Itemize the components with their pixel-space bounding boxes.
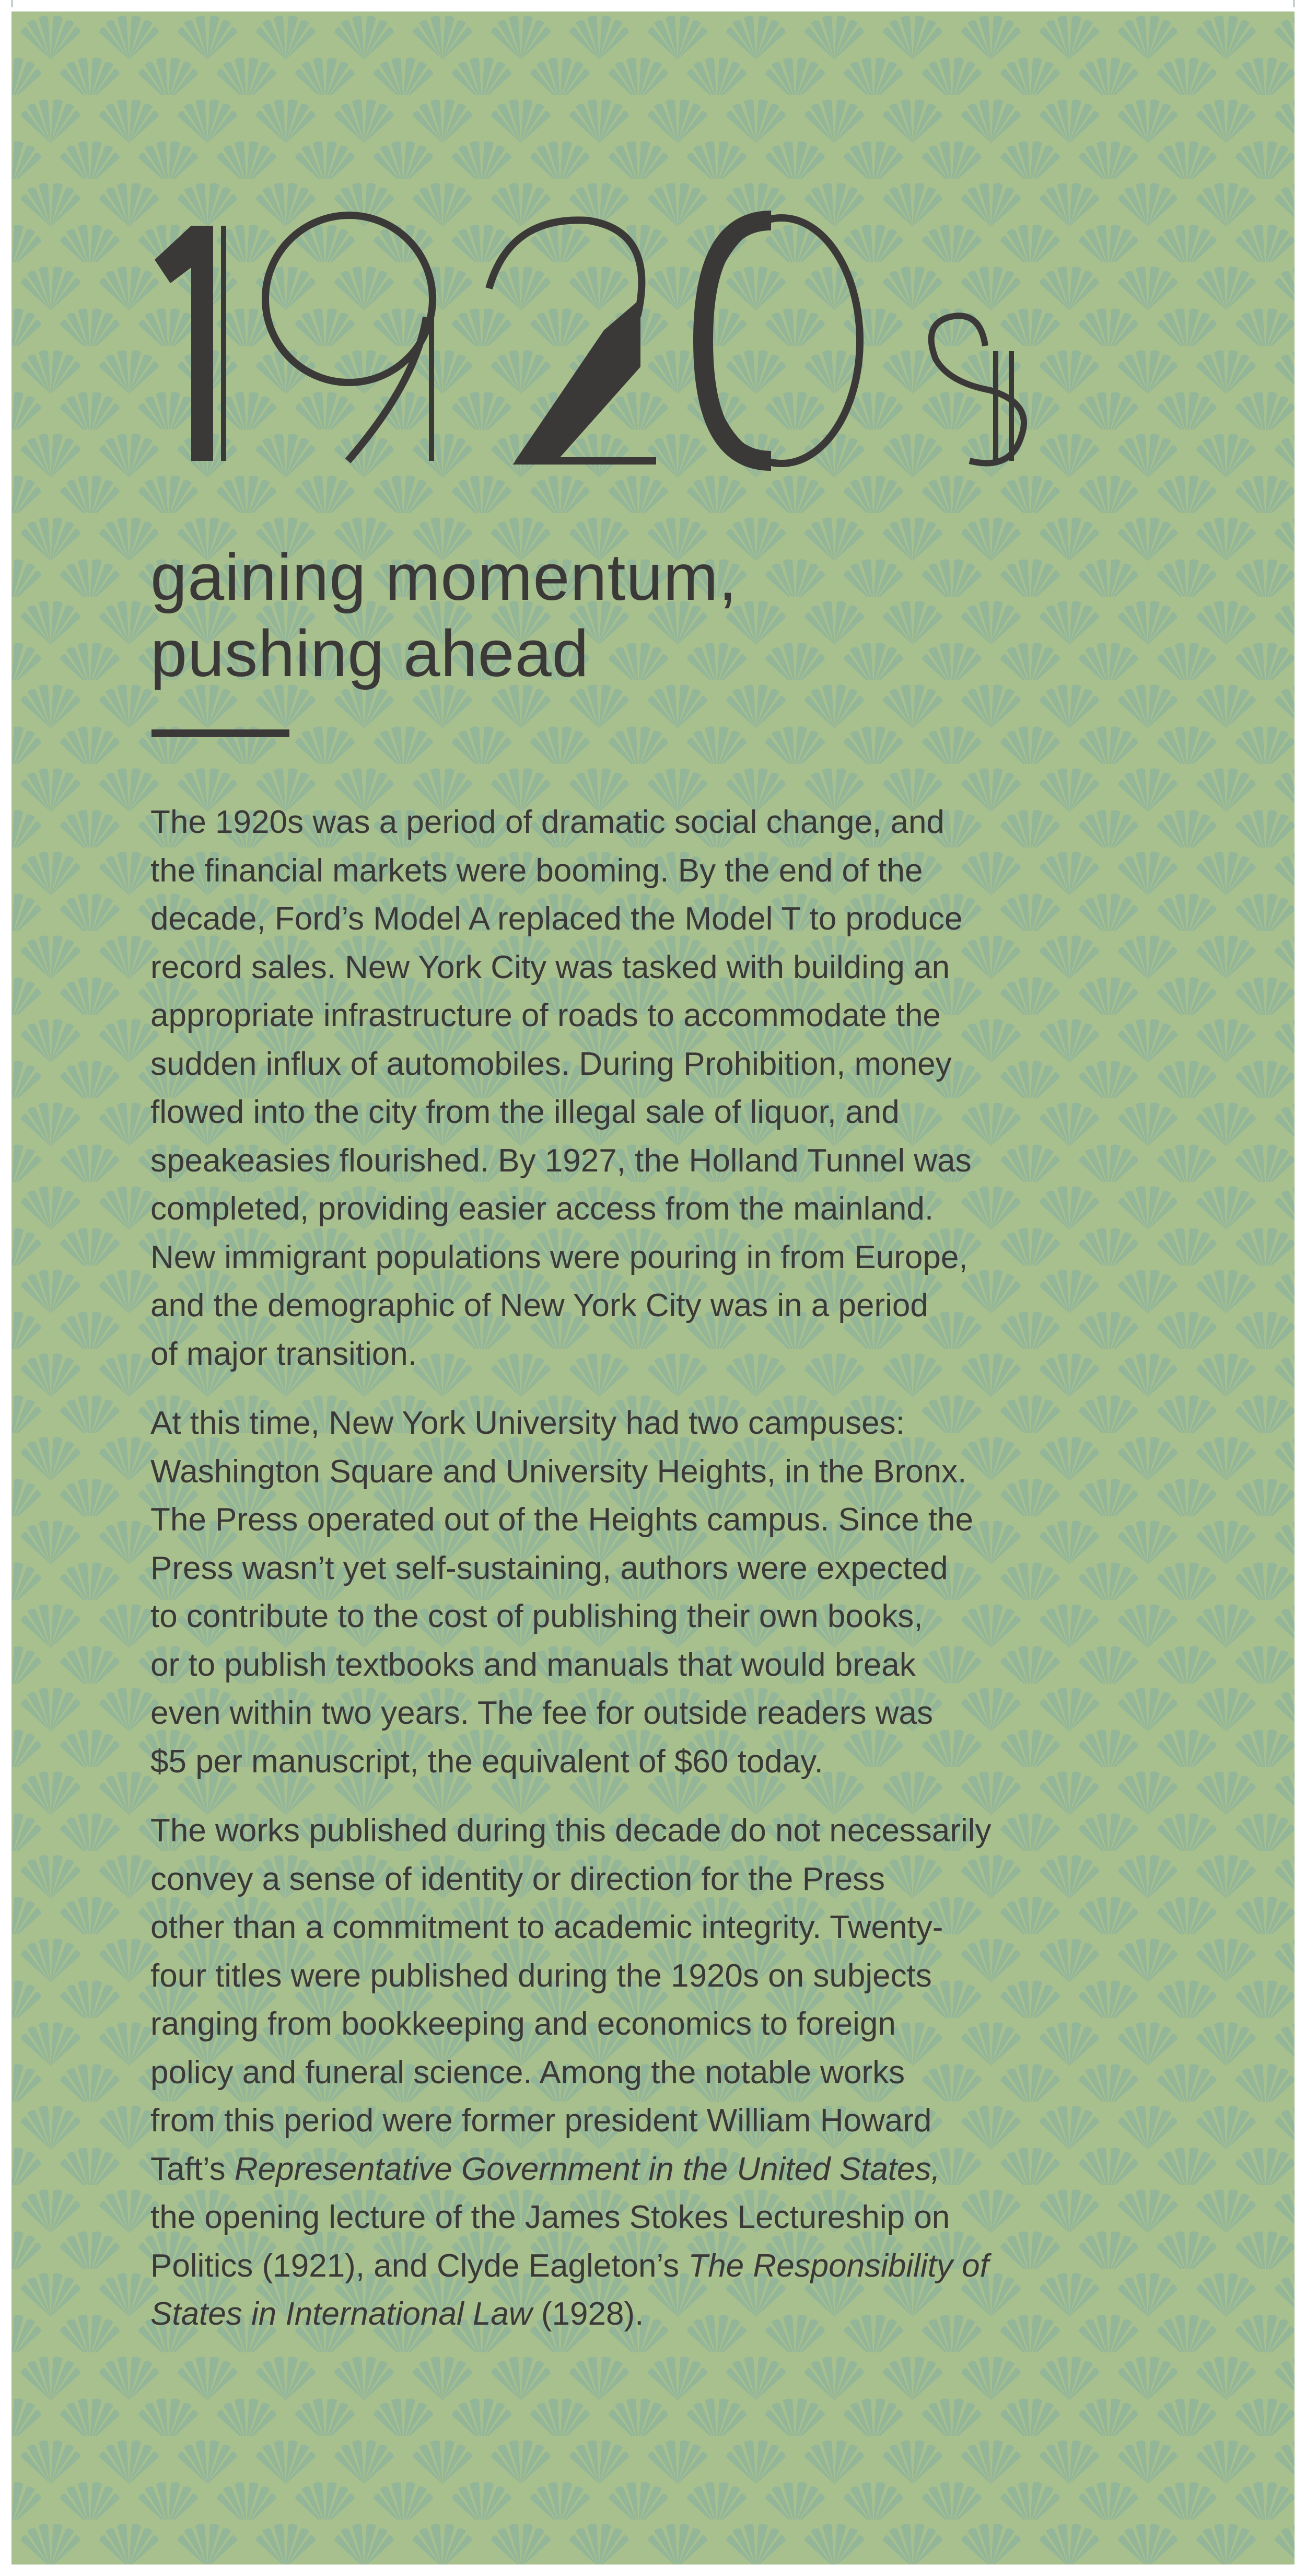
book-title: States in International Law xyxy=(150,2296,532,2332)
text-segment: Politics (1921), and Clyde Eagleton’s xyxy=(150,2247,689,2284)
text-line: to contribute to the cost of publishing their own books, xyxy=(150,1598,923,1634)
text-line: speakeasies flourished. By 1927, the Holland Tunnel was xyxy=(150,1142,972,1179)
paragraph-2 xyxy=(150,1399,1195,1786)
text-line: the opening lecture of the James Stokes Lectureship on xyxy=(150,2199,950,2235)
decade-title-art xyxy=(155,210,1064,482)
text-line: New immigrant populations were pouring in from Europe, xyxy=(150,1239,968,1275)
text-line: and the demographic of New York City was in a period xyxy=(150,1287,928,1324)
crop-mark-top-right xyxy=(1293,0,1295,7)
text-line xyxy=(150,2242,1195,2291)
text-line: At this time, New York University had two campuses: xyxy=(150,1405,905,1441)
text-line: policy and funeral science. Among the notable works xyxy=(150,2054,905,2091)
paragraph-3 xyxy=(150,1807,1195,2339)
text-line: flowed into the city from the illegal sale of liquor, and xyxy=(150,1094,900,1130)
divider-rule xyxy=(151,729,289,737)
subtitle xyxy=(150,539,1091,692)
text-line: or to publish textbooks and manuals that would break xyxy=(150,1646,916,1683)
text-line: four titles were published during the 1920s on subjects xyxy=(150,1957,932,1994)
subtitle-line-2: pushing ahead xyxy=(150,617,589,690)
poster-panel xyxy=(11,11,1295,2565)
text-line: ranging from bookkeeping and economics to foreign xyxy=(150,2006,896,2042)
text-line: The 1920s was a period of dramatic social change, and xyxy=(150,804,944,840)
text-line: the financial markets were booming. By the end of the xyxy=(150,852,923,889)
text-line: The Press operated out of the Heights campus. Since the xyxy=(150,1502,974,1538)
crop-mark-top-left xyxy=(11,0,13,7)
book-title: Representative Government in the United States, xyxy=(234,2151,940,2187)
text-line: Press wasn’t yet self-sustaining, authors were expected xyxy=(150,1550,948,1586)
text-line: convey a sense of identity or direction for the Press xyxy=(150,1861,885,1897)
text-line: decade, Ford’s Model A replaced the Model T to produce xyxy=(150,901,963,937)
text-line: of major transition. xyxy=(150,1336,417,1372)
text-line: even within two years. The fee for outside readers was xyxy=(150,1695,933,1731)
text-line xyxy=(150,2290,1195,2339)
text-line: sudden influx of automobiles. During Prohibition, money xyxy=(150,1046,952,1082)
paragraph-1 xyxy=(150,798,1195,1378)
text-line: The works published during this decade do not necessarily xyxy=(150,1813,992,1849)
text-line: $5 per manuscript, the equivalent of $60 today. xyxy=(150,1743,823,1780)
text-line: appropriate infrastructure of roads to accommodate the xyxy=(150,997,941,1034)
text-line: completed, providing easier access from the mainland. xyxy=(150,1191,934,1227)
text-segment: Taft’s xyxy=(150,2151,235,2187)
text-line: other than a commitment to academic integrity. Twenty- xyxy=(150,1909,943,1945)
text-segment: (1928). xyxy=(532,2296,644,2332)
panel-content xyxy=(140,11,1185,2565)
text-line: record sales. New York City was tasked with building an xyxy=(150,949,950,985)
text-line: Washington Square and University Heights, in the Bronx. xyxy=(150,1453,967,1490)
body-text xyxy=(150,798,1195,2360)
subtitle-line-1: gaining momentum, xyxy=(150,540,738,614)
book-title: The Responsibility of xyxy=(688,2247,989,2284)
text-line xyxy=(150,2145,1195,2194)
text-line: from this period were former president William Howard xyxy=(150,2103,932,2139)
